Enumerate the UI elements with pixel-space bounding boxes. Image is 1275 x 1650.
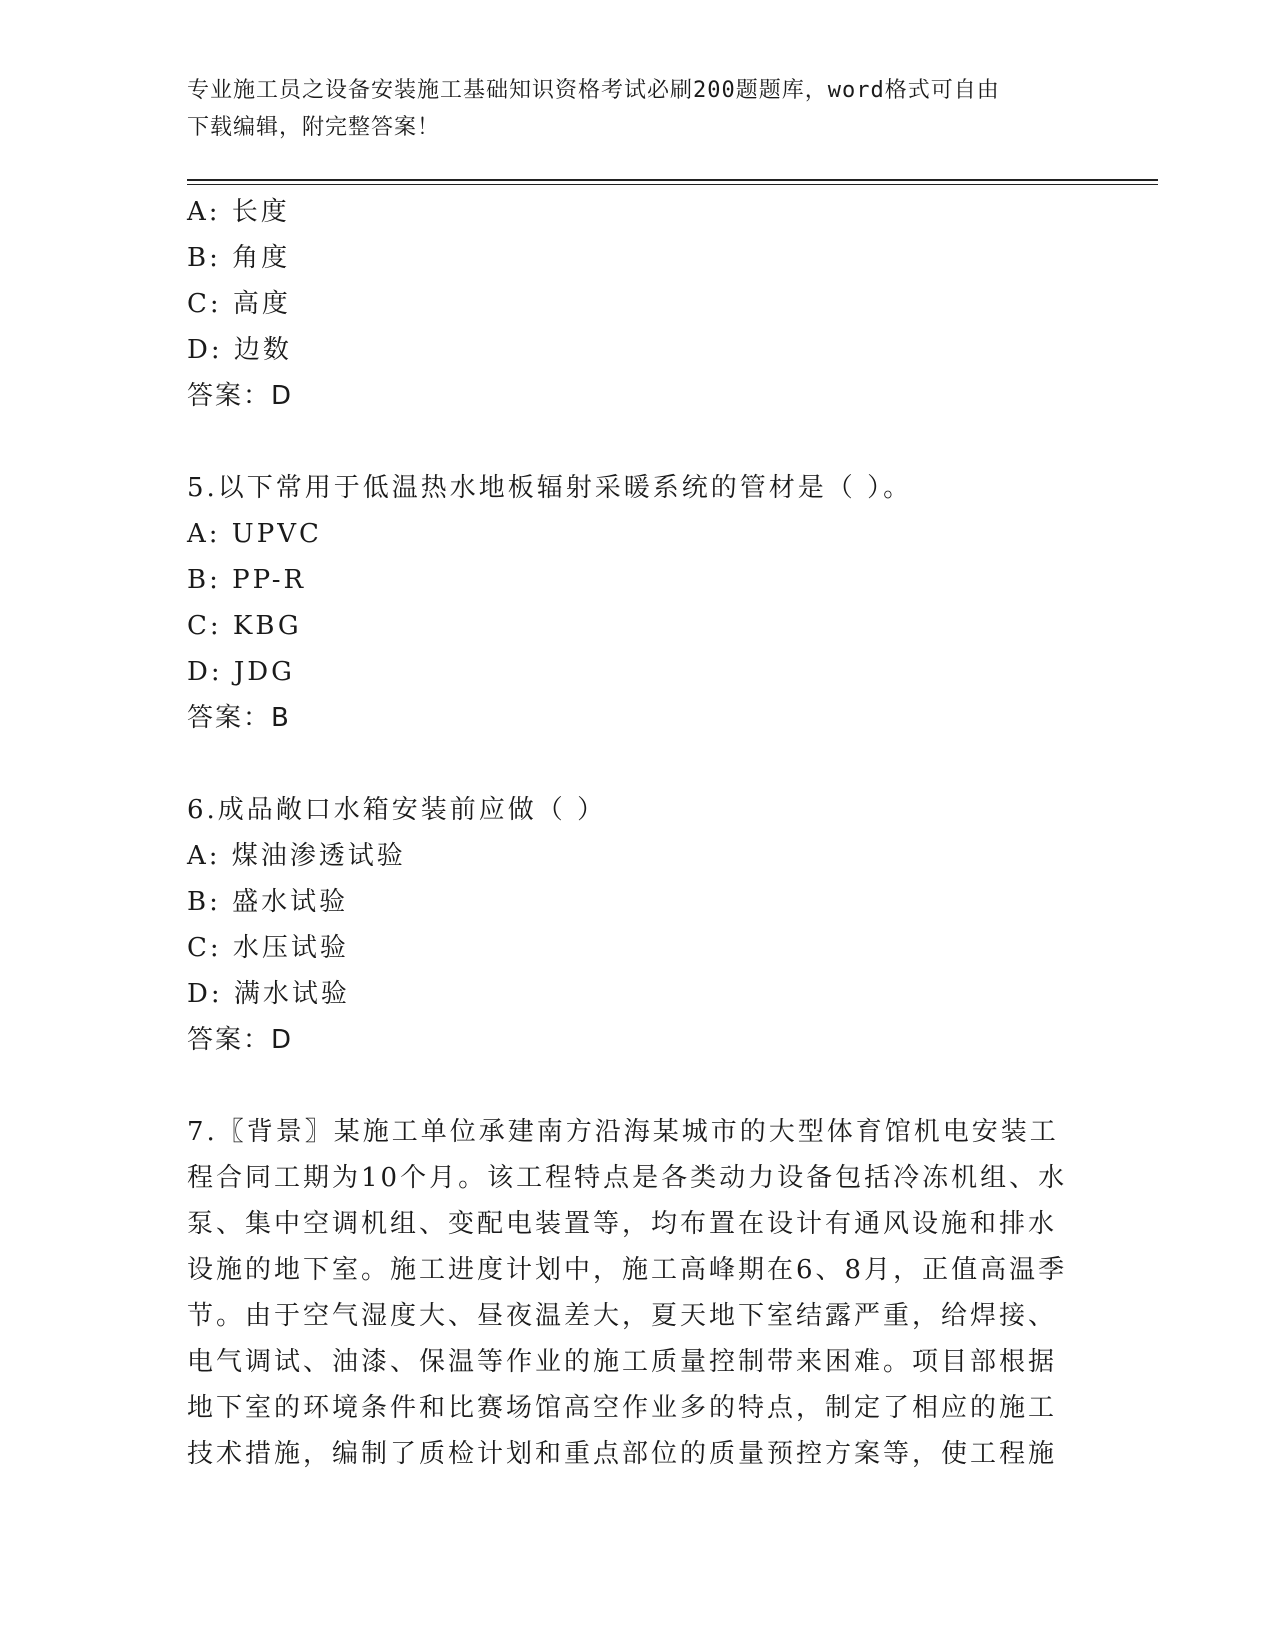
- paragraph-line: 7.〖背景〗某施工单位承建南方沿海某城市的大型体育馆机电安装工: [187, 1117, 1059, 1147]
- option-d: D: 满水试验: [187, 979, 350, 1009]
- paragraph-line: 电气调试、油漆、保温等作业的施工质量控制带来困难。项目部根据: [187, 1347, 1058, 1377]
- paragraph-line: 地下室的环境条件和比赛场馆高空作业多的特点，制定了相应的施工: [187, 1393, 1058, 1423]
- option-b: B: 角度: [187, 243, 291, 273]
- option-c: C: KBG: [187, 611, 302, 641]
- paragraph-line: 技术措施，编制了质检计划和重点部位的质量预控方案等，使工程施: [187, 1439, 1058, 1469]
- option-c: C: 水压试验: [187, 933, 349, 963]
- prev-question-block: [187, 189, 1087, 419]
- answer-line: 答案：D: [187, 1025, 294, 1055]
- answer-line: 答案：D: [187, 381, 294, 411]
- spacer: [187, 419, 1087, 465]
- option-b: B: PP-R: [187, 565, 307, 595]
- option-b: B: 盛水试验: [187, 887, 349, 917]
- header-divider-thin: [187, 184, 1158, 185]
- question-content: [187, 189, 1087, 1477]
- option-a: A: 煤油渗透试验: [187, 841, 406, 871]
- question-title: 5.以下常用于低温热水地板辐射采暖系统的管材是（ ）。: [187, 473, 913, 503]
- option-d: D: 边数: [187, 335, 292, 365]
- question-6-block: [187, 787, 1087, 1063]
- spacer: [187, 1063, 1087, 1109]
- question-5-block: [187, 465, 1087, 741]
- paragraph-line: 设施的地下室。施工进度计划中，施工高峰期在6、8月，正值高温季: [187, 1255, 1068, 1285]
- paragraph-line: 泵、集中空调机组、变配电装置等，均布置在设计有通风设施和排水: [187, 1209, 1058, 1239]
- paragraph-line: 节。由于空气湿度大、昼夜温差大，夏天地下室结露严重，给焊接、: [187, 1301, 1058, 1331]
- answer-line: 答案：B: [187, 703, 291, 733]
- option-a: A: UPVC: [187, 519, 322, 549]
- question-7-paragraph: [187, 1109, 1087, 1477]
- option-c: C: 高度: [187, 289, 291, 319]
- header-divider-thick: [187, 179, 1158, 181]
- spacer: [187, 741, 1087, 787]
- document-header: 专业施工员之设备安装施工基础知识资格考试必刷200题题库，word格式可自由 下载编辑，附完整答案！: [187, 78, 1000, 140]
- question-title: 6.成品敞口水箱安装前应做（ ）: [187, 795, 607, 825]
- paragraph-line: 程合同工期为10个月。该工程特点是各类动力设备包括冷冻机组、水: [187, 1163, 1068, 1193]
- option-a: A: 长度: [187, 197, 290, 227]
- option-d: D: JDG: [187, 657, 295, 687]
